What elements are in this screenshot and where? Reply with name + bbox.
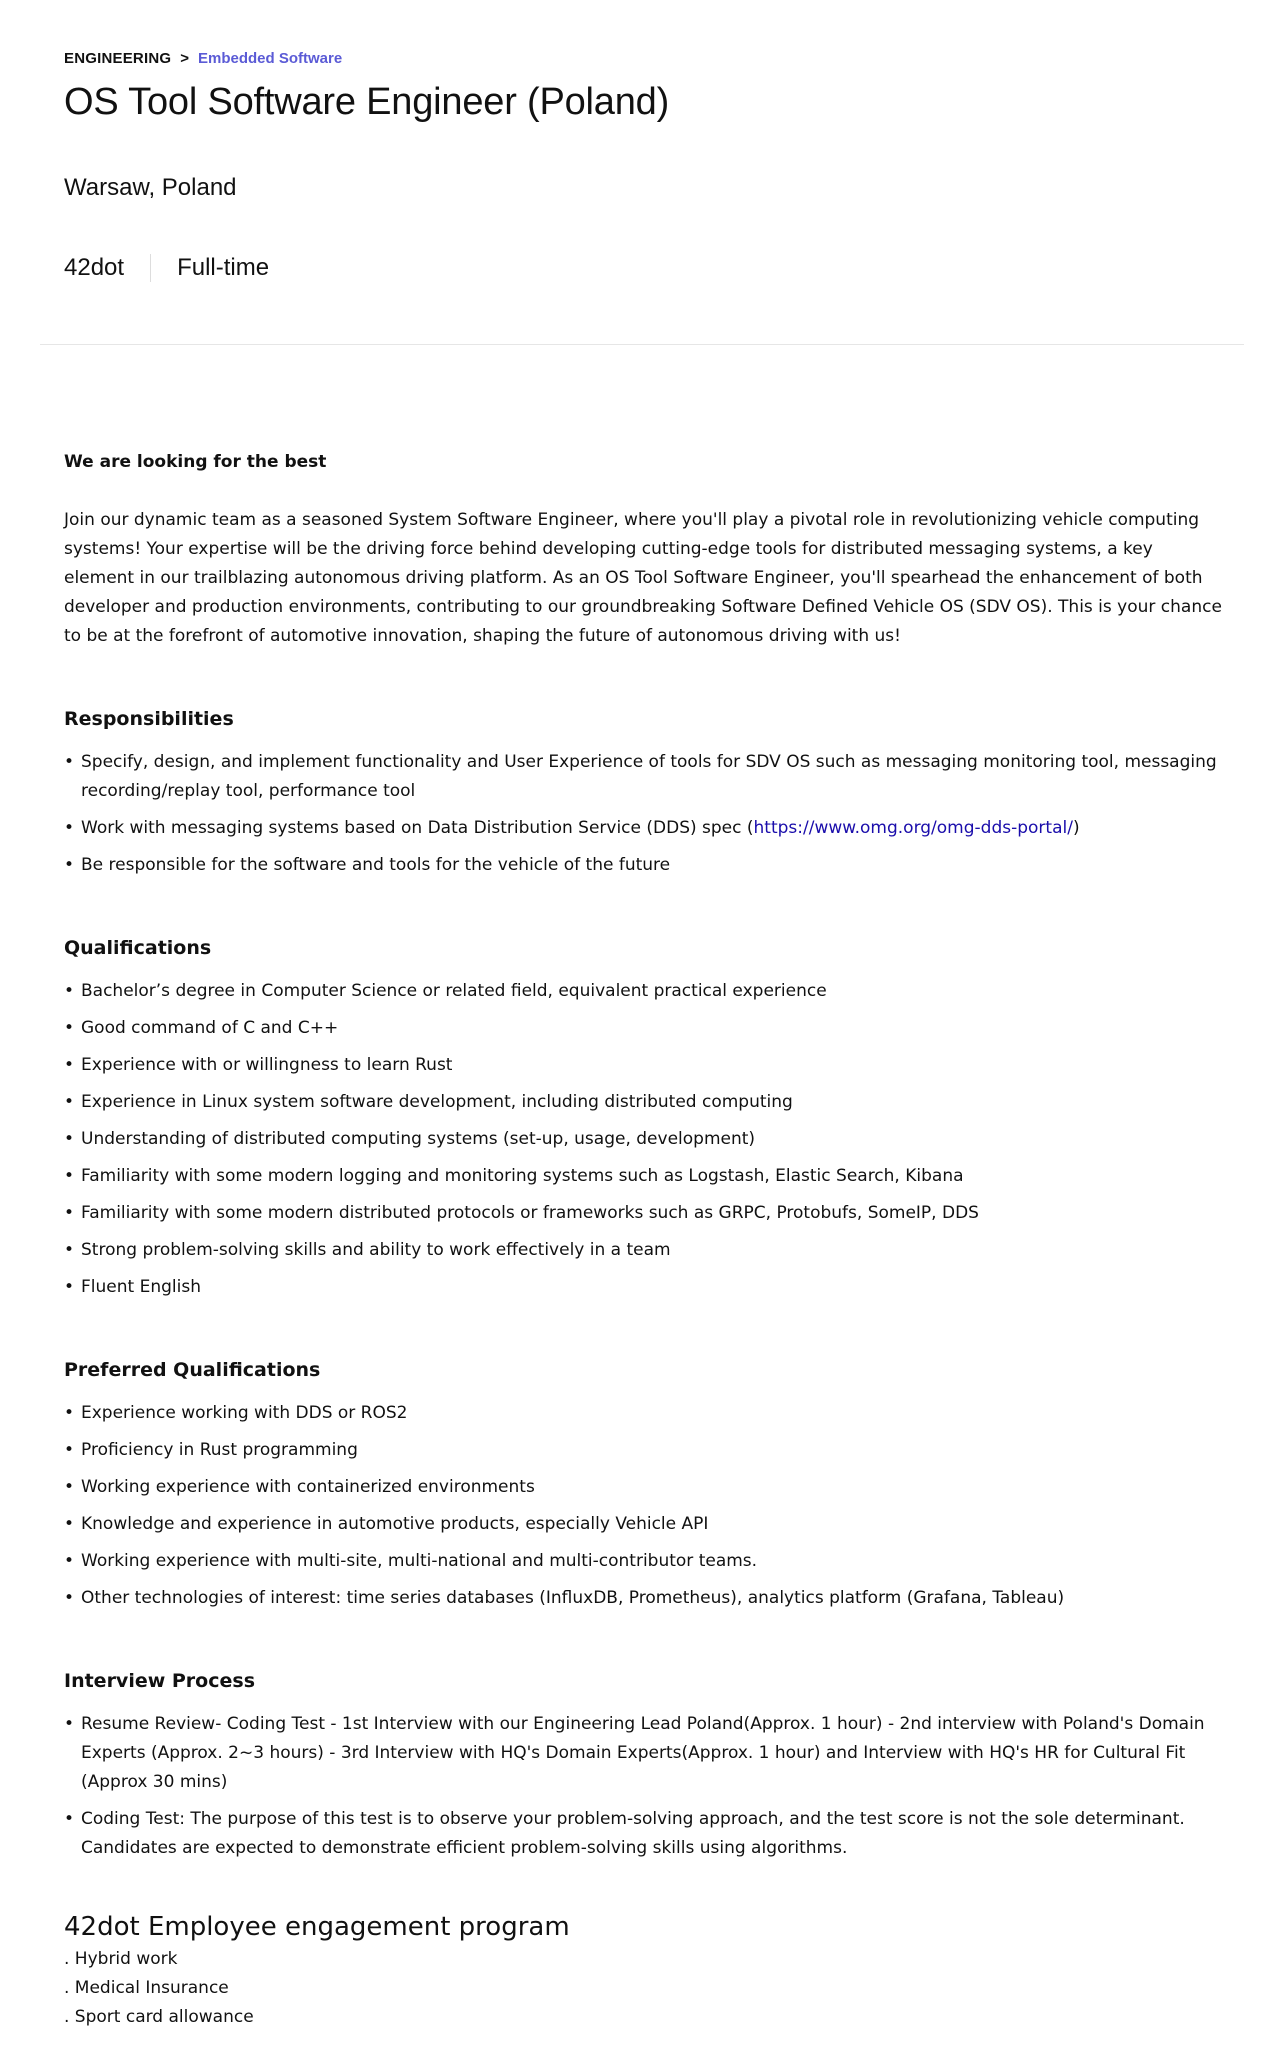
breadcrumb-separator: > — [180, 49, 189, 67]
header-divider — [40, 344, 1244, 345]
qualifications-list — [64, 977, 1224, 1302]
list-item-text: Work with messaging systems based on Data Distribution Service (DDS) spec ( — [81, 818, 754, 838]
breadcrumb-root[interactable]: ENGINEERING — [64, 49, 172, 67]
list-item: • Fluent English — [64, 1273, 1224, 1302]
list-item: • Experience working with DDS or ROS2 — [64, 1399, 1224, 1428]
list-item: • Strong problem-solving skills and ability to work effectively in a team — [64, 1236, 1224, 1265]
list-item-text: ) — [1072, 818, 1080, 838]
breadcrumb — [64, 46, 1216, 70]
list-item: • Proficiency in Rust programming — [64, 1436, 1224, 1465]
job-location: Warsaw, Poland — [64, 173, 237, 201]
list-item: • Specify, design, and implement functionality and User Experience of tools for SDV OS such as messaging monitoring tool, messaging recording/replay tool, performance tool — [64, 748, 1224, 806]
intro-text: Join our dynamic team as a seasoned System Software Engineer, where you'll play a pivotal role in revolutionizing vehicle computing systems! Your expertise will be the driving force behind developing cutting-edge tools for distributed messaging systems, a key element in our trailblazing autonomous driving platform. As an OS Tool Software Engineer, you'll spearhead the enhancement of both developer and production environments, contributing to our groundbreaking Software Defined Vehicle OS (SDV OS). This is your chance to be at the forefront of automotive innovation, shaping the future of autonomous driving with us! — [64, 510, 1222, 646]
list-item: • Familiarity with some modern logging and monitoring systems such as Logstash, Elastic Search, Kibana — [64, 1162, 1224, 1191]
dds-portal-link[interactable]: https://www.omg.org/omg-dds-portal/ — [753, 818, 1073, 838]
engagement-item: . Sport card allowance — [64, 2007, 254, 2027]
interview-process-heading: Interview Process — [64, 1670, 256, 1692]
breadcrumb-current[interactable]: Embedded Software — [197, 49, 343, 67]
preferred-qualifications-list — [64, 1399, 1224, 1613]
responsibilities-heading: Responsibilities — [64, 708, 234, 730]
employment-type: Full-time — [177, 254, 270, 282]
list-item: • Be responsible for the software and tools for the vehicle of the future — [64, 851, 1224, 880]
job-header — [0, 0, 1280, 282]
list-item — [64, 814, 1224, 843]
responsibilities-list — [64, 748, 1224, 880]
qualifications-heading: Qualifications — [64, 937, 212, 959]
list-item: • Understanding of distributed computing systems (set-up, usage, development) — [64, 1125, 1224, 1154]
list-item: • Experience with or willingness to learn Rust — [64, 1051, 1224, 1080]
company-name: 42dot — [64, 254, 125, 282]
list-item: • Good command of C and C++ — [64, 1014, 1224, 1043]
page-title: OS Tool Software Engineer (Poland) — [64, 81, 670, 123]
list-item: • Knowledge and experience in automotive products, especially Vehicle API — [64, 1510, 1224, 1539]
interview-process-list — [64, 1710, 1224, 1863]
list-item: • Bachelor’s degree in Computer Science or related field, equivalent practical experience — [64, 977, 1224, 1006]
list-item: • Working experience with containerized environments — [64, 1473, 1224, 1502]
preferred-qualifications-heading: Preferred Qualifications — [64, 1359, 321, 1381]
list-item: • Experience in Linux system software development, including distributed computing — [64, 1088, 1224, 1117]
engagement-heading: 42dot Employee engagement program — [64, 1912, 570, 1942]
list-item: • Resume Review- Coding Test - 1st Interview with our Engineering Lead Poland(Approx. 1 hour) - 2nd interview with Poland's Domain Experts (Approx. 2~3 hours) - 3rd Interview with HQ's Domain Experts(Approx. 1 hour) and Interview with HQ's HR for Cultural Fit (Approx 30 mins) — [64, 1710, 1224, 1797]
engagement-item: . Hybrid work — [64, 1949, 178, 1969]
job-meta — [64, 254, 1216, 282]
list-item: • Other technologies of interest: time series databases (InfluxDB, Prometheus), analytics platform (Grafana, Tableau) — [64, 1584, 1224, 1613]
list-item: • Coding Test: The purpose of this test is to observe your problem-solving approach, and the test score is not the sole determinant. Candidates are expected to demonstrate efficient problem-solving skills using algorithms. — [64, 1805, 1224, 1863]
job-description — [64, 448, 1224, 2032]
engagement-item: . Medical Insurance — [64, 1978, 229, 1998]
list-item: • Working experience with multi-site, multi-national and multi-contributor teams. — [64, 1547, 1224, 1576]
meta-divider — [150, 254, 151, 282]
list-item: • Familiarity with some modern distributed protocols or frameworks such as GRPC, Protobufs, SomeIP, DDS — [64, 1199, 1224, 1228]
intro-heading: We are looking for the best — [64, 452, 327, 472]
